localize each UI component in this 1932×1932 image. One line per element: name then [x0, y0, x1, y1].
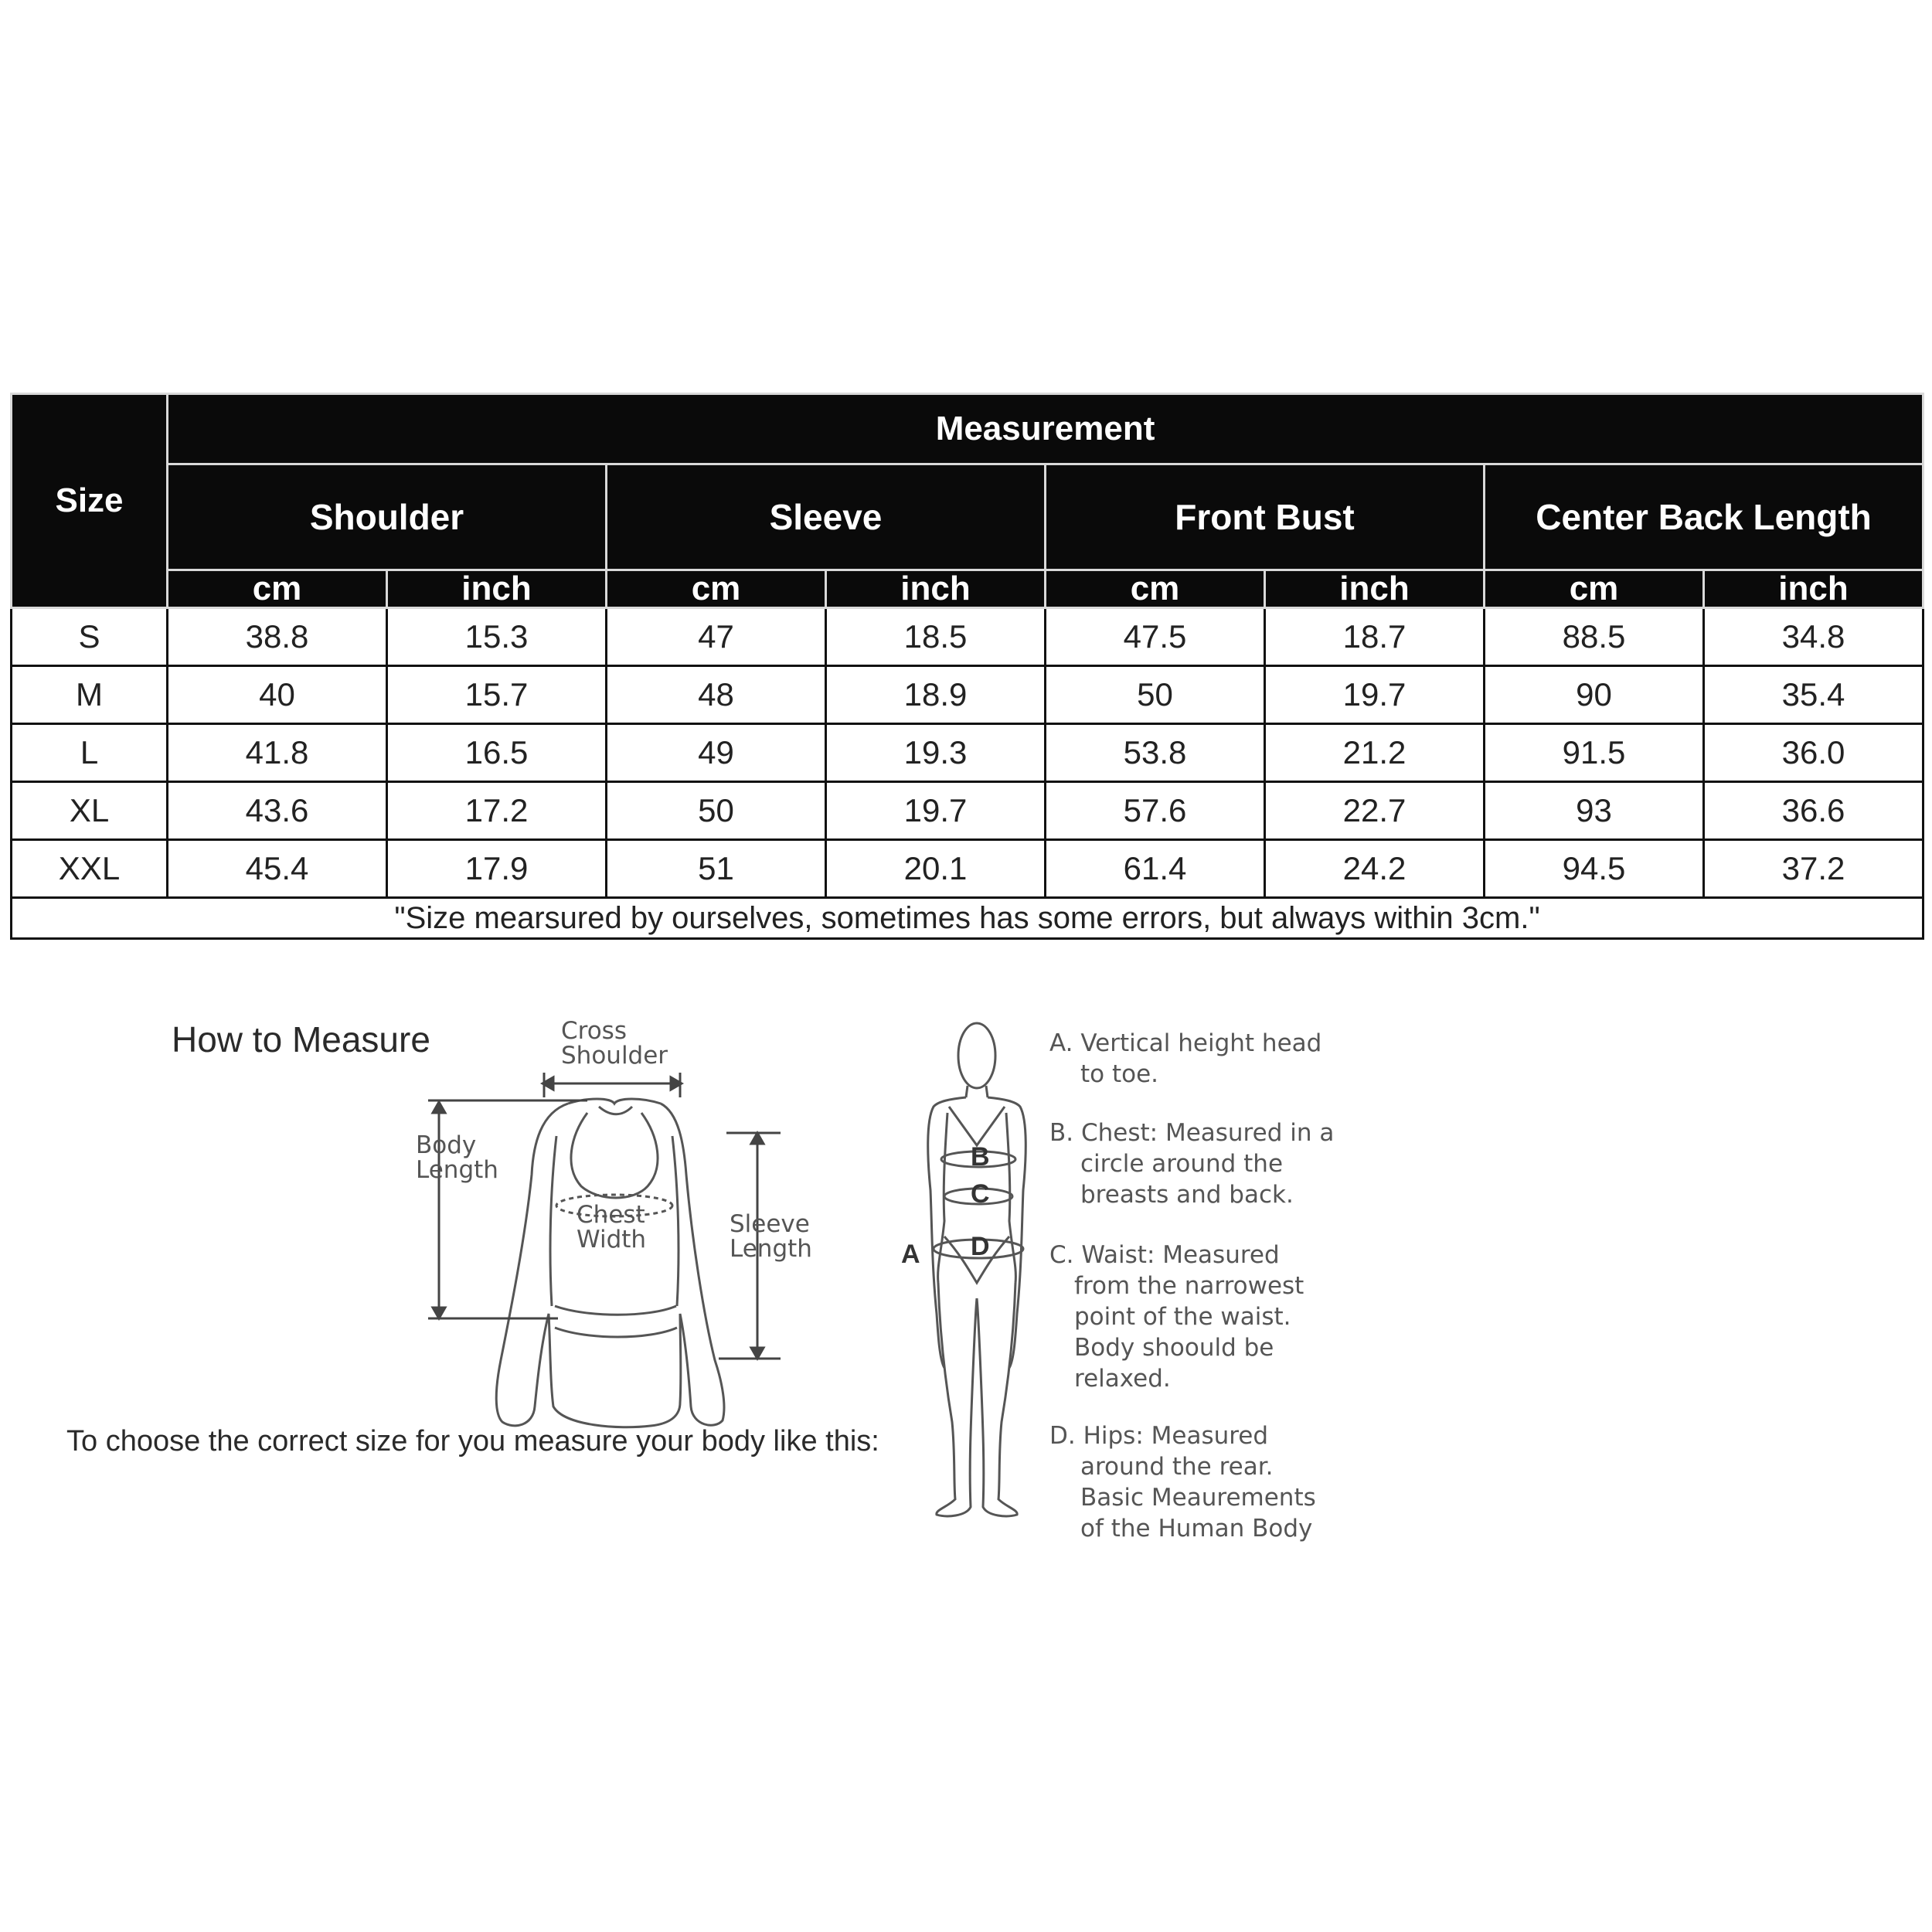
letter-a: A [901, 1240, 920, 1269]
value-cell: 20.1 [826, 840, 1046, 898]
value-cell: 47 [607, 608, 826, 666]
value-cell: 51 [607, 840, 826, 898]
cross-shoulder-label: Cross Shoulder [561, 1017, 668, 1070]
size-chart-table [10, 393, 1924, 940]
value-cell: 24.2 [1265, 840, 1485, 898]
value-cell: 47.5 [1046, 608, 1265, 666]
value-cell: 41.8 [168, 724, 387, 782]
value-cell: 18.5 [826, 608, 1046, 666]
table-row [12, 608, 1923, 666]
unit-header: cm [1046, 570, 1265, 608]
note-d: D. Hips: Measured around the rear. Basic Meaurements of the Human Body [1049, 1422, 1316, 1543]
unit-header: inch [387, 570, 607, 608]
size-cell: XL [12, 782, 168, 840]
value-cell: 50 [1046, 666, 1265, 724]
value-cell: 48 [607, 666, 826, 724]
value-cell: 19.7 [1265, 666, 1485, 724]
value-cell: 15.3 [387, 608, 607, 666]
measurement-note: "Size mearsured by ourselves, sometimes has some errors, but always within 3cm." [12, 898, 1923, 939]
value-cell: 34.8 [1704, 608, 1923, 666]
chest-width-label: Chest Width [577, 1201, 647, 1253]
body-length-label: Body Length [416, 1131, 498, 1184]
value-cell: 22.7 [1265, 782, 1485, 840]
value-cell: 15.7 [387, 666, 607, 724]
size-cell: S [12, 608, 168, 666]
letter-b: B [971, 1142, 990, 1172]
value-cell: 57.6 [1046, 782, 1265, 840]
note-a: A. Vertical height head to toe. [1049, 1029, 1322, 1088]
how-to-measure-title: How to Measure [172, 1019, 430, 1060]
unit-header: cm [607, 570, 826, 608]
value-cell: 40 [168, 666, 387, 724]
value-cell: 61.4 [1046, 840, 1265, 898]
value-cell: 50 [607, 782, 826, 840]
note-c: C. Waist: Measured from the narrowest point of the waist. Body shoould be relaxed. [1049, 1241, 1304, 1393]
value-cell: 88.5 [1485, 608, 1704, 666]
letter-d: D [971, 1232, 990, 1261]
table-row [12, 782, 1923, 840]
value-cell: 21.2 [1265, 724, 1485, 782]
value-cell: 18.9 [826, 666, 1046, 724]
value-cell: 35.4 [1704, 666, 1923, 724]
value-cell: 53.8 [1046, 724, 1265, 782]
note-b: B. Chest: Measured in a circle around the breasts and back. [1049, 1119, 1335, 1209]
value-cell: 49 [607, 724, 826, 782]
table-row [12, 666, 1923, 724]
value-cell: 17.2 [387, 782, 607, 840]
value-cell: 16.5 [387, 724, 607, 782]
value-cell: 45.4 [168, 840, 387, 898]
size-cell: L [12, 724, 168, 782]
sleeve-header: Sleeve [607, 464, 1046, 570]
unit-header: cm [1485, 570, 1704, 608]
value-cell: 36.6 [1704, 782, 1923, 840]
value-cell: 18.7 [1265, 608, 1485, 666]
choose-size-instruction: To choose the correct size for you measure your body like this: [66, 1425, 879, 1458]
value-cell: 19.3 [826, 724, 1046, 782]
size-rows [12, 608, 1923, 898]
table-row [12, 840, 1923, 898]
value-cell: 93 [1485, 782, 1704, 840]
value-cell: 36.0 [1704, 724, 1923, 782]
value-cell: 38.8 [168, 608, 387, 666]
value-cell: 17.9 [387, 840, 607, 898]
front-bust-header: Front Bust [1046, 464, 1485, 570]
size-cell: M [12, 666, 168, 724]
size-header: Size [12, 394, 168, 608]
value-cell: 90 [1485, 666, 1704, 724]
center-back-length-header: Center Back Length [1485, 464, 1923, 570]
measurement-header: Measurement [168, 394, 1923, 464]
shoulder-header: Shoulder [168, 464, 607, 570]
table-row [12, 724, 1923, 782]
value-cell: 94.5 [1485, 840, 1704, 898]
letter-c: C [971, 1179, 990, 1209]
value-cell: 43.6 [168, 782, 387, 840]
unit-header: inch [1265, 570, 1485, 608]
unit-header: inch [826, 570, 1046, 608]
size-cell: XXL [12, 840, 168, 898]
value-cell: 37.2 [1704, 840, 1923, 898]
unit-header: inch [1704, 570, 1923, 608]
value-cell: 91.5 [1485, 724, 1704, 782]
unit-header: cm [168, 570, 387, 608]
value-cell: 19.7 [826, 782, 1046, 840]
sleeve-length-label: Sleeve Length [730, 1210, 812, 1263]
